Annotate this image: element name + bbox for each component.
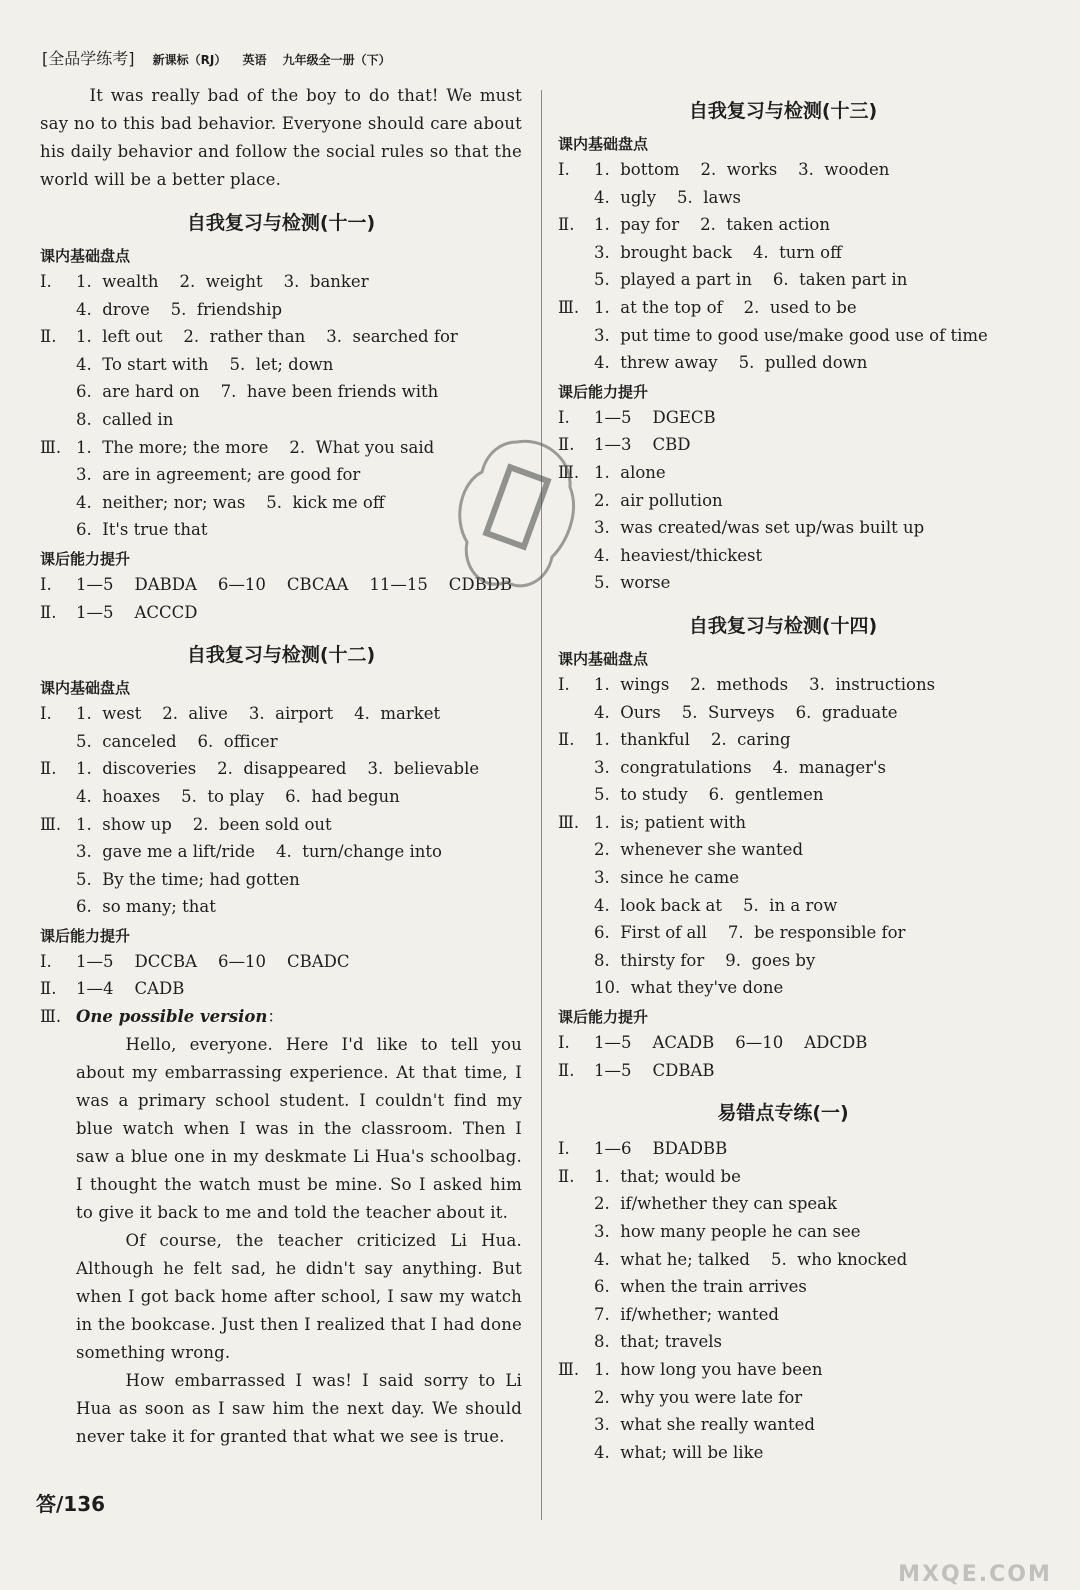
answer-text: 1. how long you have been bbox=[594, 1359, 823, 1379]
basics-heading: 课内基础盘点 bbox=[40, 679, 131, 698]
answer-row bbox=[40, 755, 522, 783]
answer-text: 4. ugly 5. laws bbox=[594, 187, 741, 207]
basics-heading: 课内基础盘点 bbox=[40, 247, 131, 265]
answer-row bbox=[40, 700, 522, 728]
answer-text: 4. To start with 5. let; down bbox=[76, 354, 334, 374]
row-number: Ⅱ. bbox=[40, 327, 57, 347]
answer-row bbox=[558, 754, 1008, 782]
s12-improve-rows bbox=[40, 948, 522, 1003]
answer-text: 6. so many; that bbox=[76, 897, 216, 917]
answer-text: 1. show up 2. been sold out bbox=[76, 814, 332, 834]
answer-row bbox=[558, 1057, 1008, 1085]
row-number: Ⅰ. bbox=[558, 407, 570, 427]
answer-row bbox=[558, 266, 1008, 294]
answer-text: 5. canceled 6. officer bbox=[76, 731, 278, 751]
answer-text: 1. discoveries 2. disappeared 3. believable bbox=[76, 759, 480, 779]
answer-text: 1. that; would be bbox=[594, 1166, 741, 1186]
answer-text: 3. congratulations 4. manager's bbox=[594, 757, 887, 777]
answer-row bbox=[558, 809, 1008, 837]
answer-row bbox=[40, 728, 522, 756]
basics-heading: 课内基础盘点 bbox=[558, 649, 649, 668]
row-number: Ⅱ. bbox=[558, 1166, 575, 1186]
row-number: Ⅰ. bbox=[40, 704, 52, 724]
answer-row bbox=[558, 569, 1008, 597]
column-divider bbox=[541, 90, 542, 1520]
answer-row bbox=[558, 542, 1008, 570]
answer-row bbox=[40, 866, 522, 894]
answer-row bbox=[558, 156, 1008, 184]
row-number: Ⅱ. bbox=[40, 759, 57, 779]
row-number: Ⅲ. bbox=[558, 297, 580, 317]
row-number: Ⅰ. bbox=[40, 574, 52, 594]
page-number: 答/136 bbox=[36, 1492, 106, 1516]
row-number: Ⅰ. bbox=[558, 160, 570, 179]
answer-row bbox=[40, 323, 522, 351]
answer-text: 5. played a part in 6. taken part in bbox=[594, 270, 908, 290]
answer-row bbox=[40, 268, 522, 296]
answer-text: 2. why you were late for bbox=[594, 1387, 803, 1407]
improve-heading: 课后能力提升 bbox=[40, 926, 131, 945]
answer-text: 4. Ours 5. Surveys 6. graduate bbox=[594, 702, 898, 722]
answer-text: 5. By the time; had gotten bbox=[76, 869, 300, 889]
left-column bbox=[40, 82, 522, 1451]
answer-row bbox=[558, 1163, 1008, 1191]
answer-row bbox=[558, 781, 1008, 809]
answer-text: 5. worse bbox=[594, 573, 671, 593]
answer-row bbox=[558, 1356, 1008, 1384]
answer-text: 4. hoaxes 5. to play 6. had begun bbox=[76, 786, 400, 806]
answer-text: 1—5 ACADB 6—10 ADCDB bbox=[594, 1033, 868, 1053]
answer-row bbox=[40, 378, 522, 406]
answer-row bbox=[558, 459, 1008, 487]
answer-text: 4. look back at 5. in a row bbox=[594, 895, 838, 915]
row-number: Ⅱ. bbox=[558, 215, 575, 235]
row-number: Ⅱ. bbox=[558, 730, 575, 750]
answer-text: 1. at the top of 2. used to be bbox=[594, 297, 857, 317]
answer-row bbox=[558, 487, 1008, 515]
grade: 九年级全一册（下） bbox=[282, 53, 391, 67]
stamp-seal bbox=[452, 432, 582, 632]
answer-text: 1. pay for 2. taken action bbox=[594, 215, 830, 235]
answer-row bbox=[558, 1439, 1008, 1467]
answer-text: 1. west 2. alive 3. airport 4. market bbox=[76, 704, 441, 724]
answer-row bbox=[558, 514, 1008, 542]
answer-text: 6. First of all 7. be responsible for bbox=[594, 923, 906, 943]
answer-row bbox=[558, 947, 1008, 975]
s12-rows bbox=[40, 700, 522, 921]
answer-row bbox=[558, 404, 1008, 432]
answer-text: 3. are in agreement; are good for bbox=[76, 465, 361, 485]
answer-row bbox=[558, 1411, 1008, 1439]
answer-text: 1—3 CBD bbox=[594, 435, 691, 455]
row-number: Ⅰ. bbox=[40, 951, 52, 971]
answer-text: 6. when the train arrives bbox=[594, 1277, 807, 1297]
answer-text: 3. brought back 4. turn off bbox=[594, 242, 842, 262]
answer-row bbox=[558, 1384, 1008, 1412]
answer-row bbox=[40, 599, 522, 627]
answer-text: 2. whenever she wanted bbox=[594, 840, 804, 860]
essay bbox=[40, 1031, 522, 1451]
answer-row bbox=[40, 516, 522, 544]
answer-row bbox=[40, 948, 522, 976]
answer-row bbox=[558, 294, 1008, 322]
answer-row bbox=[558, 211, 1008, 239]
answer-row bbox=[40, 489, 522, 517]
answer-row bbox=[558, 1135, 1008, 1163]
answer-text: 1—5 ACCCD bbox=[76, 602, 198, 622]
answer-text: 3. what she really wanted bbox=[594, 1415, 815, 1435]
answer-text: 6. are hard on 7. have been friends with bbox=[76, 382, 439, 402]
answer-row bbox=[558, 671, 1008, 699]
answer-text: 1. wings 2. methods 3. instructions bbox=[594, 674, 936, 694]
answer-text: 3. put time to good use/make good use of time bbox=[594, 325, 988, 345]
row-number: Ⅲ. bbox=[558, 1359, 580, 1379]
answer-row bbox=[558, 919, 1008, 947]
row-number: Ⅱ. bbox=[40, 602, 57, 622]
version-title: One possible version bbox=[76, 1007, 268, 1027]
answer-text: 8. thirsty for 9. goes by bbox=[594, 950, 816, 970]
answer-row bbox=[558, 349, 1008, 377]
answer-row bbox=[558, 836, 1008, 864]
answer-row bbox=[40, 975, 522, 1003]
answer-text: 3. gave me a lift/ride 4. turn/change into bbox=[76, 842, 442, 862]
row-number: Ⅲ. bbox=[40, 814, 62, 834]
answer-text: 1. is; patient with bbox=[594, 812, 747, 832]
row-number: Ⅱ. bbox=[558, 1060, 575, 1080]
essay-paragraph: How embarrassed I was! I said sorry to Li Hua as soon as I saw him the next day. We should never take it for granted that what we see is true. bbox=[76, 1370, 522, 1446]
answer-text: 1—5 DABDA 6—10 CBCAA 11—15 CDBDB bbox=[76, 574, 513, 594]
answer-text: 5. to study 6. gentlemen bbox=[594, 785, 824, 805]
answer-row bbox=[558, 322, 1008, 350]
answer-text: 4. threw away 5. pulled down bbox=[594, 353, 868, 373]
answer-row bbox=[40, 434, 522, 462]
s13-rows bbox=[558, 156, 1008, 377]
section-title-errors: 易错点专练(一) bbox=[717, 1102, 849, 1125]
s14-improve-rows bbox=[558, 1029, 1008, 1084]
row-number: Ⅰ. bbox=[558, 1139, 570, 1159]
answer-row bbox=[558, 1218, 1008, 1246]
row-number: Ⅲ. bbox=[40, 437, 62, 457]
basics-heading: 课内基础盘点 bbox=[558, 135, 649, 153]
watermark-text: MXQE.COM bbox=[898, 1562, 1052, 1587]
answer-text: 6. It's true that bbox=[76, 520, 208, 540]
answer-row bbox=[558, 431, 1008, 459]
right-column bbox=[558, 96, 1008, 1466]
answer-row bbox=[558, 864, 1008, 892]
answer-row bbox=[40, 783, 522, 811]
answer-text: 4. what; will be like bbox=[594, 1442, 764, 1462]
page-header bbox=[42, 46, 403, 69]
essay-paragraph: Of course, the teacher criticized Li Hua. Although he felt sad, he didn't say anything. But when I got back home after school, I saw my watch in the bookcase. Just then I realized that I had done something wrong. bbox=[76, 1230, 522, 1362]
answer-text: 1—4 CADB bbox=[76, 979, 185, 999]
row-number: Ⅲ. bbox=[558, 812, 580, 832]
improve-heading: 课后能力提升 bbox=[40, 549, 131, 568]
answer-row bbox=[40, 406, 522, 434]
improve-heading: 课后能力提升 bbox=[558, 1008, 649, 1027]
answer-row bbox=[40, 571, 522, 599]
section-title-11: 自我复习与检测(十一) bbox=[186, 212, 376, 234]
errors-rows bbox=[558, 1135, 1008, 1466]
answer-text: 7. if/whether; wanted bbox=[594, 1304, 779, 1324]
answer-text: 4. neither; nor; was 5. kick me off bbox=[76, 492, 385, 512]
answer-row bbox=[40, 811, 522, 839]
answer-text: 1—5 DCCBA 6—10 CBADC bbox=[76, 951, 350, 971]
row-number: Ⅰ. bbox=[558, 674, 570, 694]
answer-text: 2. if/whether they can speak bbox=[594, 1194, 838, 1214]
answer-text: 2. air pollution bbox=[594, 490, 723, 510]
answer-text: 10. what they've done bbox=[594, 978, 784, 998]
answer-row bbox=[558, 726, 1008, 754]
row-number: Ⅰ. bbox=[40, 272, 52, 291]
row-number: Ⅱ. bbox=[40, 979, 57, 999]
answer-text: 3. was created/was set up/was built up bbox=[594, 518, 925, 538]
answer-text: 8. that; travels bbox=[594, 1332, 722, 1352]
answer-text: 1. bottom 2. works 3. wooden bbox=[594, 160, 890, 179]
answer-row bbox=[558, 1190, 1008, 1218]
answer-text: 1—6 BDADBB bbox=[594, 1139, 728, 1159]
answer-text: 1—5 CDBAB bbox=[594, 1060, 715, 1080]
intro-paragraph: It was really bad of the boy to do that! We must say no to this bad behavior. Everyone should care about his daily behavior and follow the social rules so that the world will be a better place. bbox=[40, 86, 522, 189]
answer-text: 4. heaviest/thickest bbox=[594, 545, 763, 565]
watermark-logo bbox=[880, 1492, 1070, 1587]
section-title-14: 自我复习与检测(十四) bbox=[688, 614, 878, 637]
section-title-12: 自我复习与检测(十二) bbox=[186, 644, 376, 667]
answer-text: 3. since he came bbox=[594, 868, 739, 888]
row-number: Ⅰ. bbox=[558, 1033, 570, 1053]
answer-row bbox=[558, 892, 1008, 920]
series: 新课标（RJ） bbox=[152, 53, 227, 67]
answer-row bbox=[40, 461, 522, 489]
answer-row bbox=[558, 184, 1008, 212]
colon: ： bbox=[267, 1007, 284, 1027]
answer-text: 3. how many people he can see bbox=[594, 1222, 861, 1241]
answer-row bbox=[558, 1328, 1008, 1356]
answer-row bbox=[40, 296, 522, 324]
brand: [全品学练考] bbox=[42, 49, 135, 68]
answer-text: 1. wealth 2. weight 3. banker bbox=[76, 272, 369, 291]
row-number: Ⅱ. bbox=[558, 435, 575, 455]
answer-text: 1. left out 2. rather than 3. searched for bbox=[76, 327, 458, 347]
answer-text: 1. thankful 2. caring bbox=[594, 730, 791, 750]
improve-heading: 课后能力提升 bbox=[558, 382, 649, 401]
answer-text: 4. what he; talked 5. who knocked bbox=[594, 1249, 908, 1269]
version-row bbox=[40, 1003, 522, 1031]
s11-improve-rows bbox=[40, 571, 522, 626]
answer-row bbox=[558, 1246, 1008, 1274]
answer-row bbox=[40, 838, 522, 866]
answer-row bbox=[40, 893, 522, 921]
answer-row bbox=[558, 1301, 1008, 1329]
row-number: Ⅲ. bbox=[558, 462, 580, 482]
answer-row bbox=[558, 239, 1008, 267]
section-title-13: 自我复习与检测(十三) bbox=[688, 100, 878, 122]
subject: 英语 bbox=[242, 53, 267, 67]
answer-row bbox=[558, 1029, 1008, 1057]
essay-paragraph: Hello, everyone. Here I'd like to tell you about my embarrassing experience. At that time, I was a primary school student. I couldn't find my blue watch when I was in the classroom. Then I saw a blue one in my deskmate Li Hua's schoolbag. I thought the watch must be mine. So I asked him to give it back to me and told the teacher about it. bbox=[76, 1034, 522, 1222]
s13-improve-rows bbox=[558, 404, 1008, 597]
answer-text: 4. drove 5. friendship bbox=[76, 299, 283, 319]
answer-text: 1. The more; the more 2. What you said bbox=[76, 437, 435, 457]
row-number: Ⅲ. bbox=[40, 1007, 62, 1027]
answer-row bbox=[40, 351, 522, 379]
answer-row bbox=[558, 974, 1008, 1002]
s14-rows bbox=[558, 671, 1008, 1002]
answer-text: 1—5 DGECB bbox=[594, 407, 716, 427]
answer-text: 1. alone bbox=[594, 462, 666, 482]
s11-rows bbox=[40, 268, 522, 544]
answer-text: 8. called in bbox=[76, 409, 174, 429]
answer-row bbox=[558, 699, 1008, 727]
answer-row bbox=[558, 1273, 1008, 1301]
